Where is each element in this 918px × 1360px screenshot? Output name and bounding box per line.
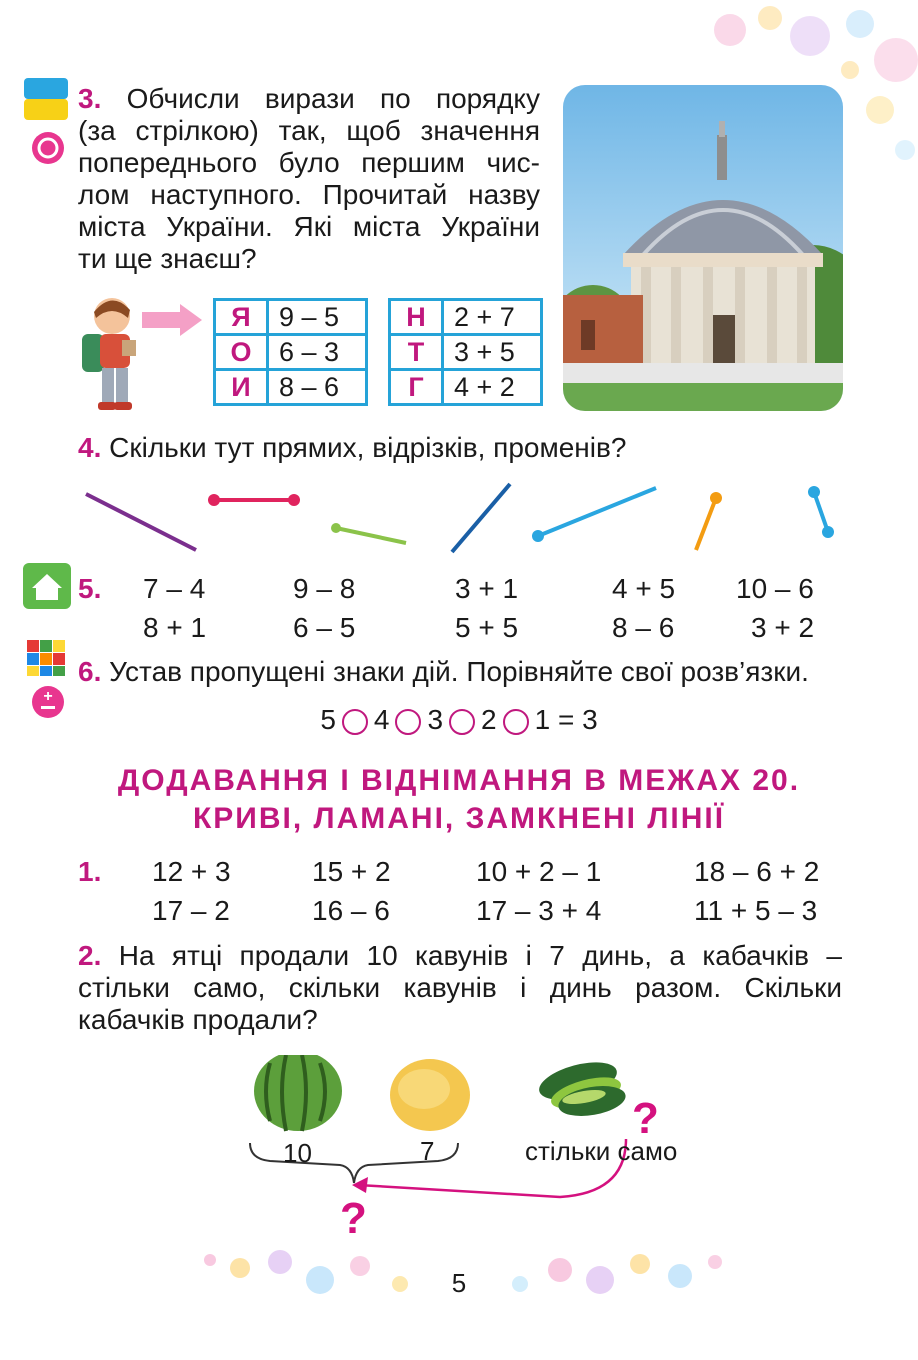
eq-number: 1: [534, 704, 551, 735]
task3-table-left: [213, 298, 368, 406]
line-purple: [86, 494, 196, 550]
task4-number: 4.: [78, 432, 102, 463]
task3-line: Обчисли вирази по порядку: [126, 83, 540, 114]
letter-cell: Г: [390, 370, 443, 405]
task6-text: [78, 656, 809, 688]
ex2-line: На ятці продали 10 кавунів і 7 динь, а кабачків –: [118, 940, 843, 971]
letter-cell: Н: [390, 300, 443, 335]
segment-lightblue: [814, 492, 828, 532]
task3-table-right: [388, 298, 543, 406]
ex2-text: [78, 940, 842, 1036]
task4-question: Скільки тут прямих, відрізків, променів?: [109, 432, 627, 463]
task5-expr: 10 – 6: [736, 573, 814, 604]
eq-number: 4: [373, 704, 390, 735]
task6-instruction: Устав пропущені знаки дій. Порівняйте свої розв’язки.: [109, 656, 809, 687]
task5-expr: 4 + 5: [612, 573, 676, 604]
expression-cell: 3 + 5: [443, 335, 542, 370]
ex2-line: кабачків продали?: [78, 1004, 318, 1035]
task5-expr: 3 + 2: [751, 612, 815, 643]
church-photo: [563, 85, 843, 411]
ex1-expr: 16 – 6: [312, 895, 390, 926]
zucchini-label: стільки само: [525, 1136, 678, 1166]
ex1-expr: 11 + 5 – 3: [694, 895, 818, 926]
task3-line: міста України. Які міста України: [78, 211, 540, 242]
task5-number: 5.: [78, 573, 102, 604]
task3-line: попереднього було першим чис-: [78, 147, 540, 178]
letter-cell: Т: [390, 335, 443, 370]
task3-line: лом наступного. Прочитай назву: [78, 179, 540, 210]
ukraine-flag-icon: [22, 76, 70, 122]
expression-cell: 2 + 7: [443, 300, 542, 335]
operator-blank[interactable]: [342, 709, 368, 735]
page-number: 5: [451, 1268, 467, 1298]
task3-line: ти ще знаєш?: [78, 243, 257, 274]
task4-text: [78, 432, 626, 464]
eq-number: 2: [481, 704, 497, 735]
lines-figure: [80, 480, 860, 560]
section-heading-line2: КРИВІ, ЛАМАНІ, ЗАМКНЕНІ ЛІНІЇ: [192, 802, 726, 835]
ex1-expr: 15 + 2: [312, 856, 391, 887]
task5-expr: 7 – 4: [143, 573, 206, 604]
expression-cell: 6 – 3: [268, 335, 367, 370]
operator-blank[interactable]: [503, 709, 529, 735]
task3-text: [78, 83, 540, 275]
task5-expr: 8 – 6: [612, 612, 675, 643]
line-blue: [452, 484, 510, 552]
expression-cell: 4 + 2: [443, 370, 542, 405]
ex1-expr: 12 + 3: [152, 856, 231, 887]
task5-expr: 5 + 5: [455, 612, 519, 643]
ex1-expr: 18 – 6 + 2: [694, 856, 820, 887]
eq-number: 5: [320, 704, 336, 735]
ex1-expr: 17 – 2: [152, 895, 230, 926]
eq-number: 3: [427, 704, 444, 735]
eq-result: = 3: [557, 704, 598, 735]
ex2-line: стільки само, скільки кавунів і динь разом. Скільки: [78, 972, 842, 1003]
task6-equation: [0, 704, 918, 736]
task3-line: (за стрілкою) так, щоб значення: [78, 115, 540, 146]
ex1-expr: 17 – 3 + 4: [476, 895, 602, 926]
home-icon: [22, 562, 72, 610]
letter-cell: О: [215, 335, 268, 370]
ray-orange: [696, 498, 716, 550]
ex2-number: 2.: [78, 940, 102, 971]
svg-text:+: +: [43, 688, 53, 705]
zucchini-question-mark: ?: [632, 1094, 659, 1143]
expression-cell: 8 – 6: [268, 370, 367, 405]
task5-expr: 3 + 1: [455, 573, 519, 604]
total-question-mark: ?: [340, 1194, 367, 1243]
rubik-cube-icon: [25, 638, 69, 678]
task6-number: 6.: [78, 656, 102, 687]
letter-cell: И: [215, 370, 268, 405]
ray-lightblue: [538, 488, 656, 536]
operator-blank[interactable]: [449, 709, 475, 735]
boy-illustration: [72, 292, 212, 414]
ex1-number: 1.: [78, 856, 102, 887]
task5-expr: 9 – 8: [293, 573, 356, 604]
task-circle-icon: [30, 130, 66, 166]
watermelon-count: 10: [283, 1138, 312, 1168]
melon-count: 7: [420, 1136, 435, 1166]
operator-blank[interactable]: [395, 709, 421, 735]
task3-number: 3.: [78, 83, 102, 114]
ray-green: [336, 528, 406, 543]
zucchini-icon: [535, 1055, 628, 1120]
letter-cell: Я: [215, 300, 268, 335]
task5-expr: 6 – 5: [293, 612, 356, 643]
ex1-expr: 10 + 2 – 1: [476, 856, 602, 887]
task5-expr: 8 + 1: [143, 612, 207, 643]
expression-cell: 9 – 5: [268, 300, 367, 335]
section-heading-line1: ДОДАВАННЯ І ВІДНІМАННЯ В МЕЖАХ 20.: [117, 764, 801, 797]
